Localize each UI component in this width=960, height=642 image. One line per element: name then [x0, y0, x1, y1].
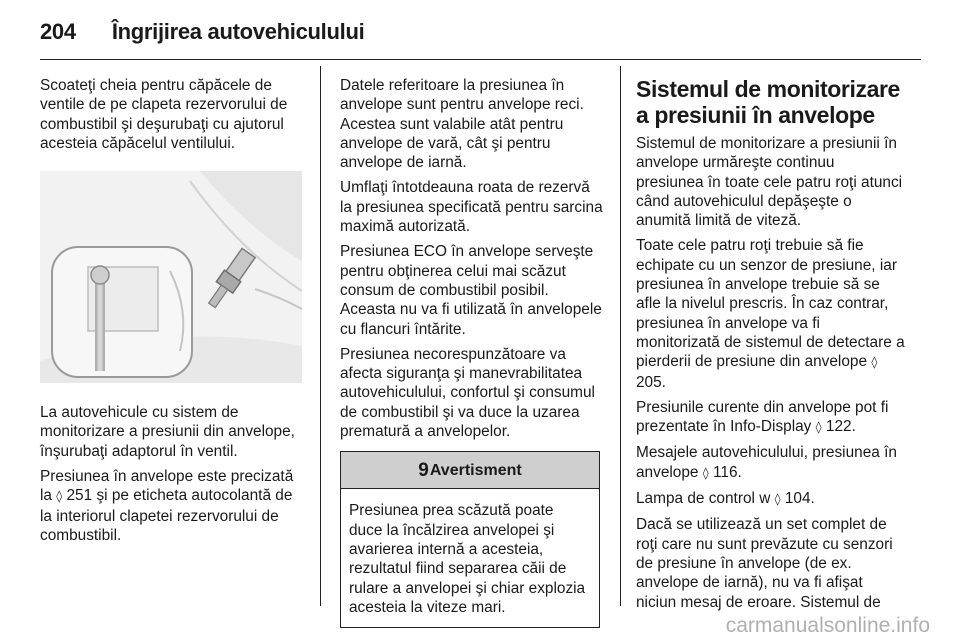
watermark: carmanualsonline.info [725, 614, 930, 637]
warning-box [340, 451, 600, 628]
warning-header [341, 452, 599, 489]
paragraph: Umflaţi întotdeauna roata de rezervă la presiunea specificată pentru sarcina maximă autorizată. [340, 179, 603, 236]
chapter-title: Îngrijirea autovehiculului [111, 19, 365, 44]
paragraph: Presiunea ECO în anvelope serveşte pentru obţinerea celui mai scăzut consum de combustibil posibil. Aceasta nu va fi utilizată în anvelopele cu flancuri întărite. [340, 243, 602, 338]
paragraph: Datele referitoare la presiunea în anvelope sunt pentru anvelope reci. Acestea sunt valabile atât pentru anvelope de vară, cât şi pentru anvelope de iarnă. [340, 77, 584, 172]
xref-arrow-icon: ◊ [702, 465, 709, 480]
valve-adapter-illustration [40, 171, 302, 383]
warning-triangle-icon: 9 [418, 459, 429, 481]
tire-pressure-warning-icon: w [759, 490, 771, 508]
warning-text: Presiunea prea scăzută poate duce la încălzirea anvelopei şi avarierea internă a acesteia, rezultatul fiind separarea căii de rulare a anvelopei şi chiar explozia acesteia la viteze mari. [349, 502, 586, 616]
xref-arrow-icon: ◊ [815, 420, 822, 435]
paragraph: Toate cele patru roţi trebuie să fie echipate cu un senzor de presiune, iar presiunea în anvelope trebuie să se afle la nivelul prescris. În caz contrar, presiunea în anvelope va fi monitorizată de sistemul de detectare a pierderii de presiune din anvelope ◊ 205. [636, 237, 905, 391]
paragraph: Dacă se utilizează un set complet de roţi care nu sunt prevăzute cu senzori de presiune în anvelope (de ex. anvelope de iarnă), nu va fi afişat niciun mesaj de eroare. Sistemul de [636, 516, 893, 611]
page-header [40, 12, 920, 52]
warning-title: Avertisment [429, 461, 522, 479]
header-rule [40, 59, 921, 60]
paragraph: Mesajele autovehiculului, presiunea în anvelope ◊ 116. [636, 444, 897, 481]
column-3 [636, 76, 906, 618]
section-heading: Sistemul de monitorizare a presiunii în anvelope [636, 76, 900, 128]
column-divider-1 [320, 66, 321, 606]
paragraph: Presiunile curente din anvelope pot fi prezentate în Info-Display ◊ 122. [636, 398, 889, 436]
page-number: 204 [40, 19, 76, 44]
paragraph: Lampa de control w ◊ 104. [636, 490, 815, 508]
xref-arrow-icon: ◊ [56, 489, 63, 504]
column-divider-2 [620, 66, 621, 606]
xref-arrow-icon: ◊ [774, 492, 781, 507]
column-1 [40, 76, 306, 551]
paragraph: Sistemul de monitorizare a presiunii în anvelope urmăreşte continuu presiunea în toate cele patru roţi atunci când autovehiculul depăşeşte o anumită limită de viteză. [636, 135, 903, 230]
paragraph: Scoateţi cheia pentru căpăcele de ventile de pe clapeta rezervorului de combustibil şi deşurubaţi cu ajutorul acesteia căpăcelul ventilului. [40, 77, 288, 152]
column-2 [340, 76, 606, 628]
paragraph: Presiunea necorespunzătoare va afecta siguranţa şi manevrabilitatea autovehiculului, confortul şi consumul de combustibil şi va duce la uzarea prematură a anvelopelor. [340, 345, 595, 441]
paragraph: La autovehicule cu sistem de monitorizare a presiunii din anvelope, înşurubaţi adaptorul în ventil. [40, 404, 295, 460]
xref-arrow-icon: ◊ [871, 355, 878, 370]
paragraph: Presiunea în anvelope este precizată la ◊ 251 şi pe eticheta autocolantă de la interiorul clapetei rezervorului de combustibil. [40, 468, 294, 544]
